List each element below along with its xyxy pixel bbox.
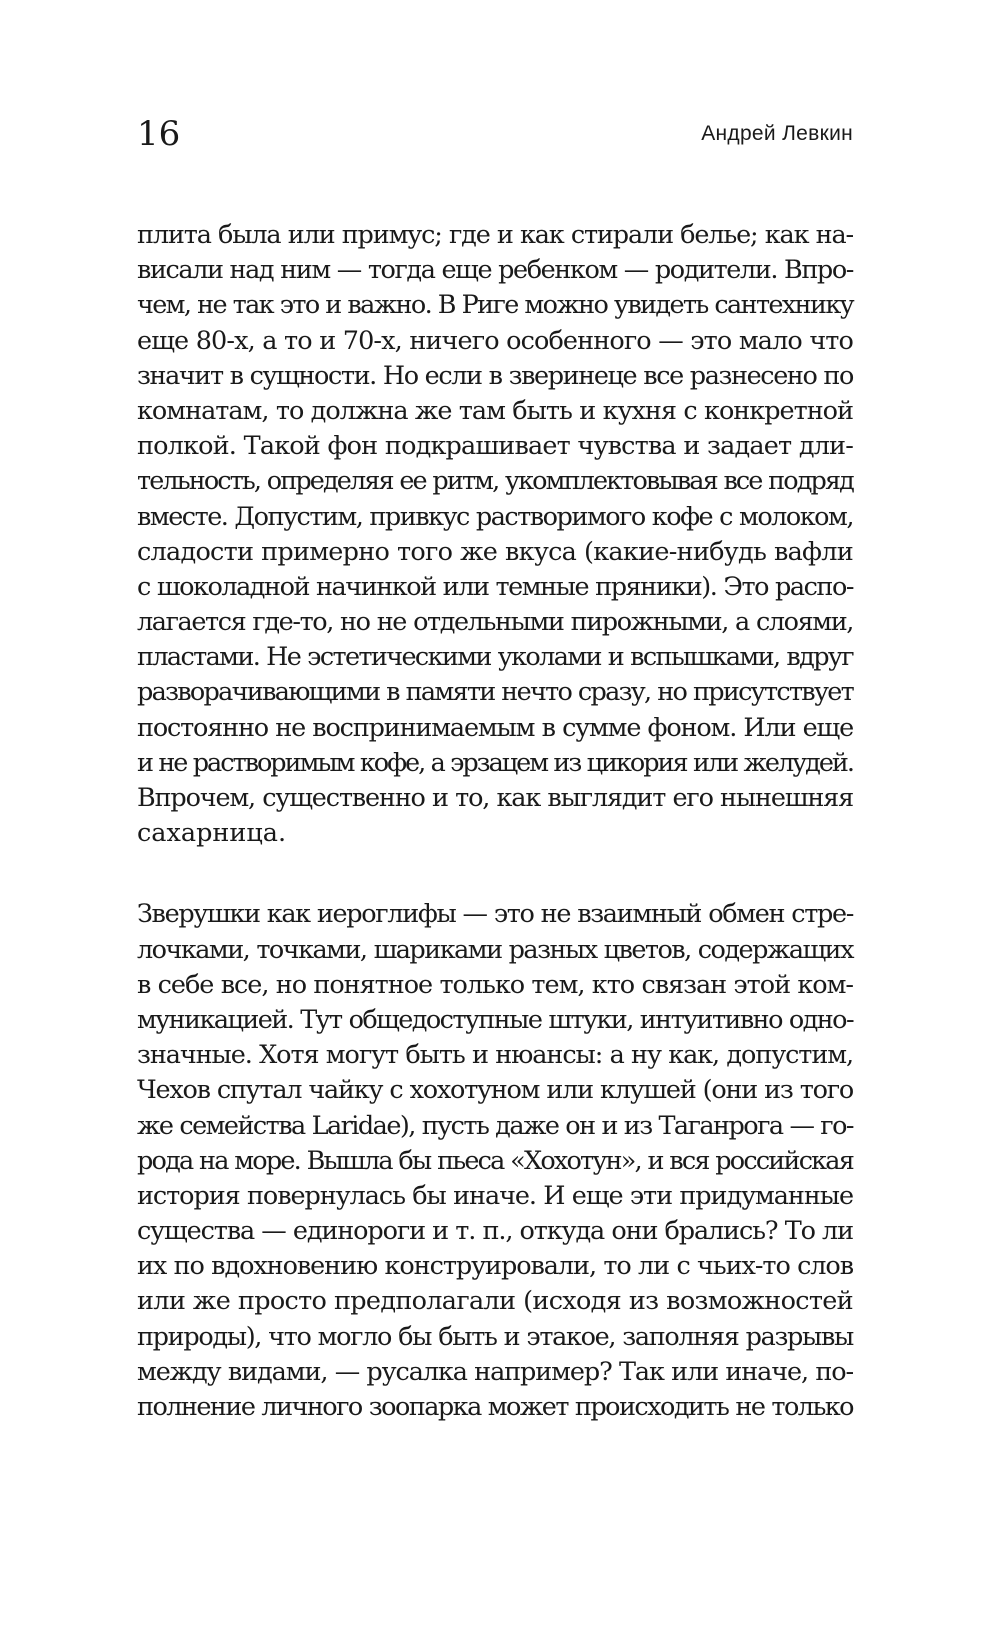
running-head-author: Андрей Левкин: [701, 122, 853, 145]
text-line: существа — единороги и т. п., откуда они брались? То ли: [137, 1216, 853, 1247]
page-number: 16: [137, 114, 181, 154]
text-line: лочками, точками, шариками разных цветов, содержащих: [137, 934, 853, 965]
text-line: сладости примерно того же вкуса (какие-нибудь вафли: [137, 536, 853, 567]
text-line: рода на море. Вышла бы пьеса «Хохотун», и вся российская: [137, 1145, 853, 1176]
text-line: вместе. Допустим, привкус растворимого кофе с молоком,: [137, 501, 853, 532]
text-line: с шоколадной начинкой или темные пряники). Это распо-: [137, 571, 853, 602]
paragraph-gap: [137, 851, 853, 897]
text-line: полнение личного зоопарка может происходить не только: [137, 1392, 853, 1422]
text-line: Зверушки как иероглифы — это не взаимный обмен стре-: [137, 899, 853, 930]
text-line: еще 80-х, а то и 70-х, ничего особенного — это мало что: [137, 325, 853, 356]
paragraph-1: [137, 218, 853, 851]
text-line: сахарница.: [137, 818, 287, 849]
text-line: история повернулась бы иначе. И еще эти придуманные: [137, 1180, 853, 1211]
text-line: их по вдохновению конструировали, то ли с чьих-то слов: [137, 1251, 853, 1282]
text-line: чем, не так это и важно. В Риге можно увидеть сантехнику: [137, 290, 853, 321]
text-line: же семейства Laridae), пусть даже он и из Таганрога — го-: [137, 1110, 853, 1141]
text-line: в себе все, но понятное только тем, кто связан этой ком-: [137, 969, 853, 1000]
text-line: лагается где-то, но не отдельными пирожными, а слоями,: [137, 607, 853, 638]
page-header: [137, 110, 853, 160]
text-line: или же просто предполагали (исходя из возможностей: [137, 1286, 853, 1317]
body-text: [137, 218, 853, 1425]
text-line: пластами. Не эстетическими уколами и вспышками, вдруг: [137, 642, 853, 673]
text-line: постоянно не воспринимаемым в сумме фоном. Или еще: [137, 712, 853, 743]
paragraph-2: [137, 897, 853, 1425]
text-line: значит в сущности. Но если в зверинеце все разнесено по: [137, 360, 853, 391]
text-line: между видами, — русалка например? Так или иначе, по-: [137, 1356, 853, 1387]
text-line: разворачивающими в памяти нечто сразу, но присутствует: [137, 677, 853, 708]
text-line: Впрочем, существенно и то, как выглядит его нынешняя: [137, 783, 853, 813]
text-line: Чехов спутал чайку с хохотуном или клушей (они из того: [137, 1075, 853, 1106]
text-line: значные. Хотя могут быть и нюансы: а ну как, допустим,: [137, 1040, 853, 1071]
text-line: полкой. Такой фон подкрашивает чувства и задает дли-: [137, 431, 853, 462]
text-line: тельность, определяя ее ритм, укомплектовывая все подряд: [137, 466, 853, 497]
text-line: муникацией. Тут общедоступные штуки, интуитивно одно-: [137, 1004, 853, 1035]
text-line: природы), что могло бы быть и этакое, заполняя разрывы: [137, 1321, 853, 1352]
text-line: и не растворимым кофе, а эрзацем из цикория или желудей.: [137, 747, 853, 778]
text-line: плита была или примус; где и как стирали белье; как на-: [137, 220, 853, 250]
text-line: комнатам, то должна же там быть и кухня с конкретной: [137, 395, 853, 426]
text-line: висали над ним — тогда еще ребенком — родители. Впро-: [137, 255, 853, 286]
